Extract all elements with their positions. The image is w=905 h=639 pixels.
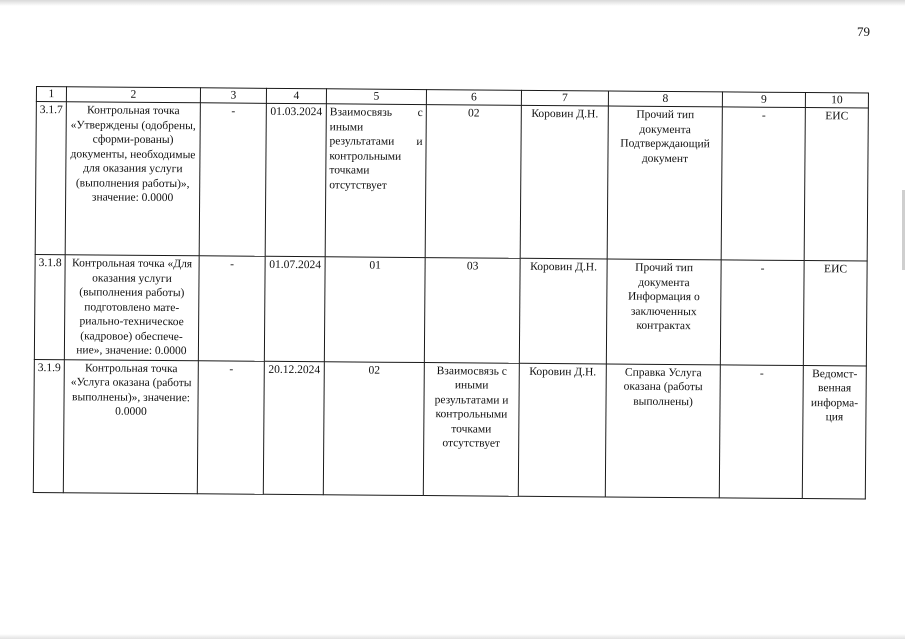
information-system: Ведомст-венная информа-ция — [802, 365, 866, 498]
column-header: 9 — [722, 92, 805, 108]
table-row — [35, 102, 868, 262]
table-row — [33, 359, 866, 499]
responsible-person: Коровин Д.Н. — [520, 105, 608, 259]
relation-value: Взаимосвязь с иными результатами и контрольными точками отсутствует — [325, 104, 426, 258]
control-point-name: Контрольная точка «Для оказания услуги (выполнения работы) подготовлено мате-риально-техническое (кадровое) обеспече-ние», значение: 0.0000 — [64, 255, 199, 361]
column-header: 5 — [326, 89, 426, 105]
responsible-person: Коровин Д.Н. — [518, 363, 606, 497]
information-system: ЕИС — [803, 261, 867, 366]
control-point-name: Контрольная точка «Утверждены (одобрены, сформи-рованы) документы, необходимые для оказания услуги (выполнения работы)», значение: 0.0000 — [65, 102, 200, 256]
document-type: Прочий тип документа Подтверждающий документ — [607, 106, 722, 260]
relation-value: 03 — [424, 258, 520, 363]
column-header: 1 — [36, 87, 66, 102]
column-header: 8 — [608, 91, 722, 107]
scan-edge-bottom — [0, 634, 905, 639]
relation-value: Взаимосвязь с иными результатами и контрольными точками отсутствует — [423, 362, 519, 496]
date-value: 20.12.2024 — [263, 361, 324, 494]
row-id: 3.1.9 — [33, 359, 64, 492]
scan-edge-top — [0, 0, 905, 6]
column-header: 10 — [805, 93, 868, 108]
column-header: 3 — [200, 88, 266, 104]
information-system: ЕИС — [804, 108, 868, 261]
control-point-name: Контрольная точка «Услуга оказана (работы выполнены)», значение: 0.0000 — [63, 359, 198, 493]
dash-value: - — [719, 364, 803, 498]
table-row — [34, 254, 867, 365]
column-header: 7 — [521, 90, 608, 106]
date-value: 01.07.2024 — [264, 256, 325, 361]
relation-value: 02 — [425, 105, 521, 259]
relation-value: 02 — [323, 361, 424, 495]
page-number: 79 — [857, 24, 870, 39]
document-type: Прочий тип документа Информация о заключенных контрактах — [606, 259, 721, 364]
dash-value: - — [721, 107, 805, 261]
column-header: 4 — [266, 88, 326, 103]
date-value: 01.03.2024 — [265, 103, 326, 256]
document-type: Справка Услуга оказана (работы выполнены) — [605, 363, 720, 497]
relation-value: 01 — [324, 257, 425, 362]
column-header: 6 — [426, 90, 521, 106]
column-header: 2 — [66, 87, 200, 103]
dash-value: - — [199, 103, 266, 257]
dash-value: - — [197, 360, 264, 494]
dash-value: - — [198, 256, 265, 361]
control-points-table — [33, 86, 869, 499]
row-id: 3.1.8 — [34, 254, 65, 359]
responsible-person: Коровин Д.Н. — [519, 258, 607, 363]
dash-value: - — [720, 260, 804, 365]
row-id: 3.1.7 — [35, 102, 66, 255]
